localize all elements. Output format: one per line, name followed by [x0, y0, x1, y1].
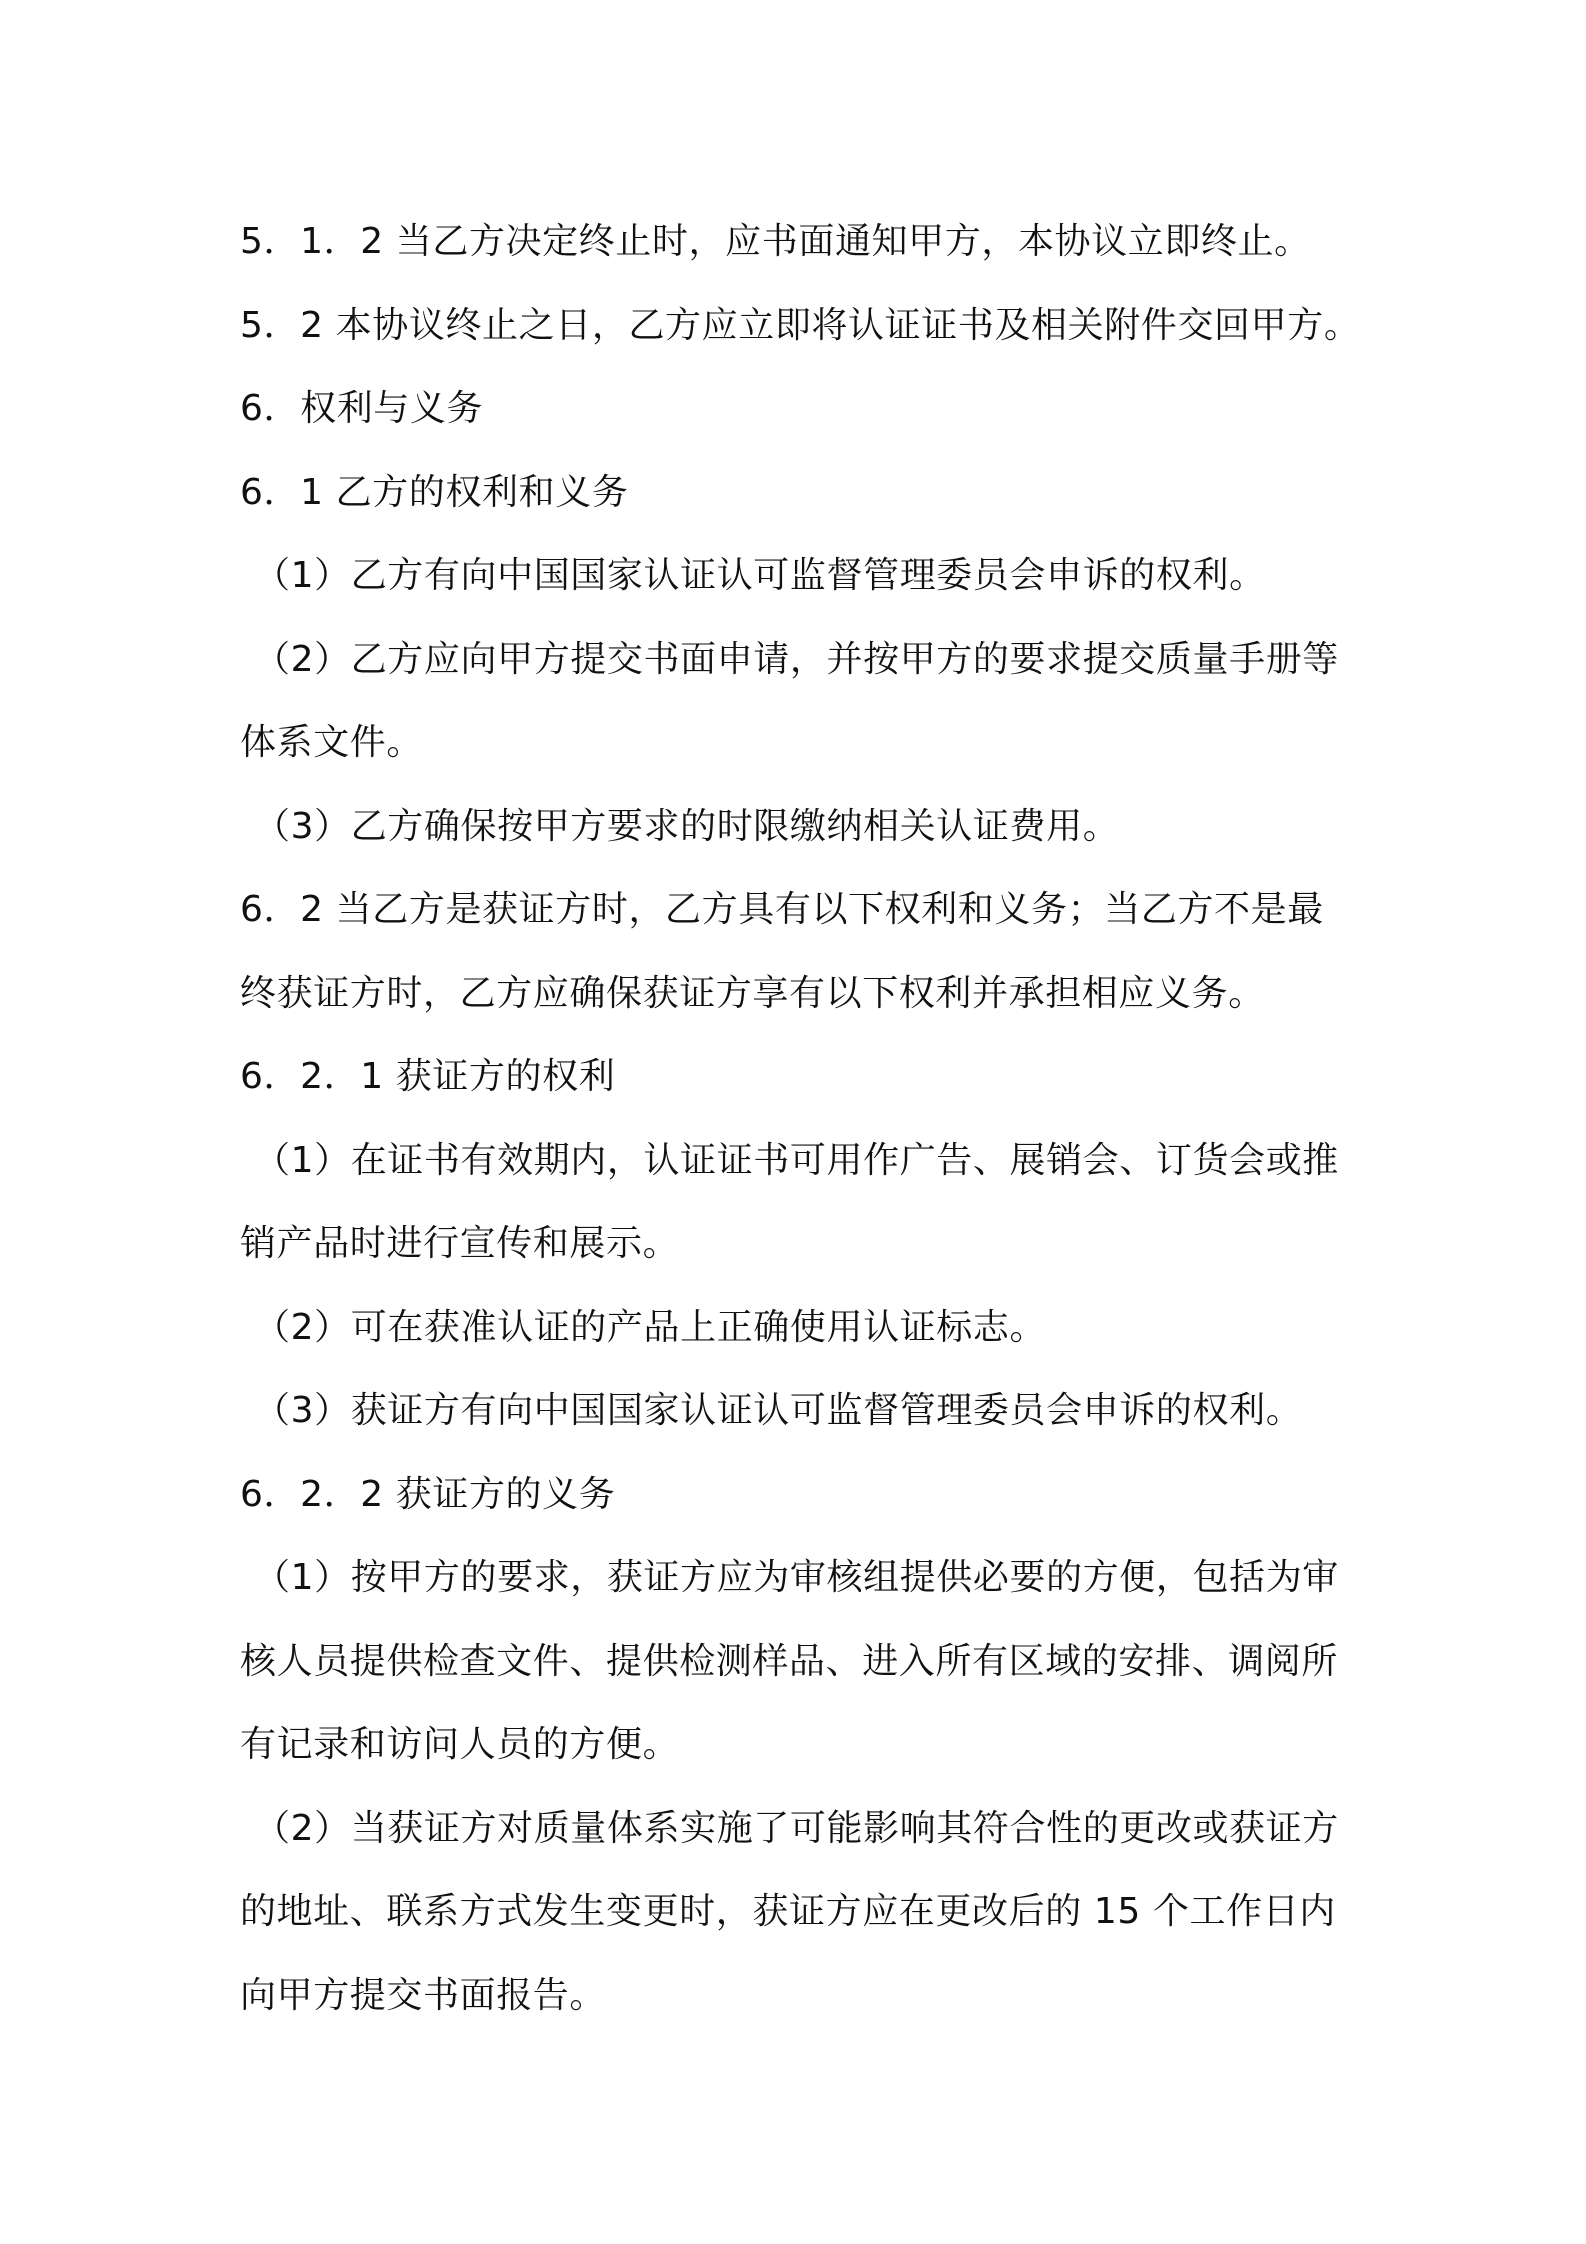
document-body	[240, 200, 1360, 2037]
clause-6-2-2-item-2-line-3: 向甲方提交书面报告。	[240, 1974, 607, 2016]
clause-6-2-line-2: 终获证方时，乙方应确保获证方享有以下权利并承担相应义务。	[240, 972, 1265, 1014]
clause-6-2-1-item-1-line-1: （1）在证书有效期内，认证证书可用作广告、展销会、订货会或推	[254, 1139, 1339, 1181]
clause-5-2: 5．2 本协议终止之日，乙方应立即将认证证书及相关附件交回甲方。	[240, 304, 1361, 346]
clause-6-2-1-item-3: （3）获证方有向中国国家认证认可监督管理委员会申诉的权利。	[254, 1390, 1303, 1431]
clause-6-2-line-1: 6．2 当乙方是获证方时，乙方具有以下权利和义务；当乙方不是最	[240, 889, 1324, 930]
clause-6-1-item-1: （1）乙方有向中国国家认证认可监督管理委员会申诉的权利。	[254, 555, 1266, 596]
clause-6-2-2-item-2-line-1: （2）当获证方对质量体系实施了可能影响其符合性的更改或获证方	[254, 1807, 1339, 1849]
clause-6-2-2-item-1-line-1: （1）按甲方的要求，获证方应为审核组提供必要的方便，包括为审	[254, 1557, 1339, 1598]
clause-6-2-1-item-2: （2）可在获准认证的产品上正确使用认证标志。	[254, 1306, 1047, 1348]
clause-6-2-2-heading: 6．2．2 获证方的义务	[240, 1473, 616, 1515]
clause-6-2-1-heading: 6．2．1 获证方的权利	[240, 1056, 616, 1097]
clause-6-1-heading: 6．1 乙方的权利和义务	[240, 471, 629, 513]
clause-6-1-item-2-line-1: （2）乙方应向甲方提交书面申请，并按甲方的要求提交质量手册等	[254, 638, 1339, 680]
clause-5-1-2: 5．1．2 当乙方决定终止时，应书面通知甲方，本协议立即终止。	[240, 221, 1311, 262]
clause-6-2-1-item-1-line-2: 销产品时进行宣传和展示。	[240, 1223, 680, 1264]
clause-6-1-item-3: （3）乙方确保按甲方要求的时限缴纳相关认证费用。	[254, 805, 1120, 847]
clause-6-2-2-item-2-line-2: 的地址、联系方式发生变更时，获证方应在更改后的 15 个工作日内	[240, 1891, 1336, 1932]
section-6-heading: 6．权利与义务	[240, 388, 484, 429]
clause-6-1-item-2-line-2: 体系文件。	[240, 722, 424, 763]
clause-6-2-2-item-1-line-2: 核人员提供检查文件、提供检测样品、进入所有区域的安排、调阅所	[240, 1640, 1339, 1682]
clause-6-2-2-item-1-line-3: 有记录和访问人员的方便。	[240, 1724, 680, 1765]
